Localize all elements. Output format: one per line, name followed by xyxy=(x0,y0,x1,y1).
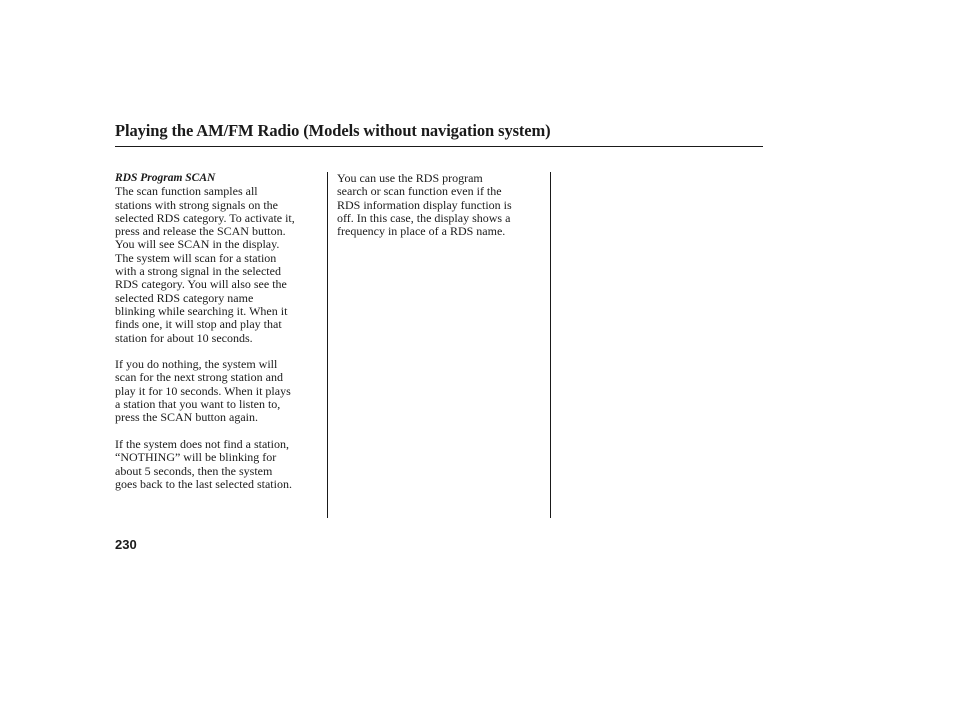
text-line: RDS category. You will also see the xyxy=(115,277,287,292)
paragraph-do-nothing xyxy=(115,358,325,424)
column-divider xyxy=(550,172,551,518)
paragraph-rds-search xyxy=(337,172,542,238)
text-line: You can use the RDS program xyxy=(337,171,483,185)
text-line: search or scan function even if the xyxy=(337,184,502,199)
text-line: finds one, it will stop and play that xyxy=(115,317,282,332)
text-line: press the SCAN button again. xyxy=(115,410,258,425)
text-line: blinking while searching it. When it xyxy=(115,303,288,318)
text-line: If the system does not find a station, xyxy=(115,436,289,451)
paragraph-no-station xyxy=(115,438,325,491)
text-line: “NOTHING” will be blinking for xyxy=(115,450,277,465)
paragraph-scan-function xyxy=(115,185,325,345)
page-title: Playing the AM/FM Radio (Models without navigation system) xyxy=(115,121,551,140)
text-line: about 5 seconds, then the system xyxy=(115,463,273,478)
text-line: The scan function samples all xyxy=(115,184,258,199)
middle-column xyxy=(337,172,542,252)
text-line: selected RDS category. To activate it, xyxy=(115,210,295,225)
text-line: The system will scan for a station xyxy=(115,250,277,265)
text-line: station for about 10 seconds. xyxy=(115,330,253,345)
text-line: press and release the SCAN button. xyxy=(115,224,286,239)
text-line: If you do nothing, the system will xyxy=(115,357,278,372)
text-line: off. In this case, the display shows a xyxy=(337,210,511,225)
text-line: selected RDS category name xyxy=(115,290,254,305)
text-line: a station that you want to listen to, xyxy=(115,397,281,412)
text-line: stations with strong signals on the xyxy=(115,197,278,212)
title-rule xyxy=(115,146,763,147)
text-line: with a strong signal in the selected xyxy=(115,264,281,279)
text-line: frequency in place of a RDS name. xyxy=(337,224,506,239)
page-number: 230 xyxy=(115,537,137,552)
text-line: You will see SCAN in the display. xyxy=(115,237,280,252)
left-column xyxy=(115,172,325,504)
text-line: play it for 10 seconds. When it plays xyxy=(115,383,291,398)
text-line: goes back to the last selected station. xyxy=(115,476,292,491)
text-line: RDS information display function is xyxy=(337,197,512,212)
section-heading: RDS Program SCAN xyxy=(115,172,216,184)
column-divider xyxy=(327,172,328,518)
text-line: scan for the next strong station and xyxy=(115,370,283,385)
